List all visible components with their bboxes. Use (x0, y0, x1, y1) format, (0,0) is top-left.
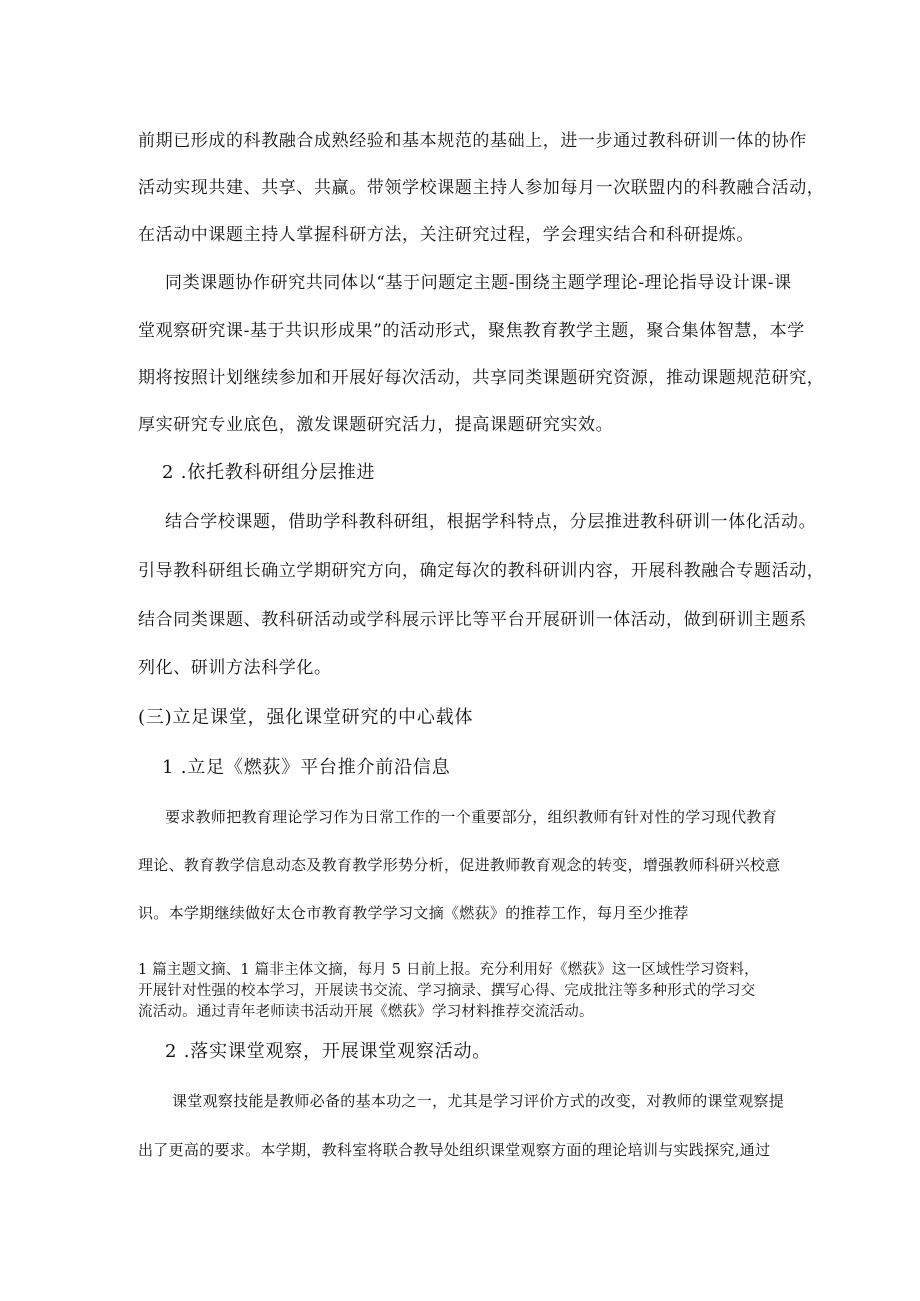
section-heading: 2 .落实课堂观察，开展课堂观察活动。 (165, 1041, 492, 1062)
paragraph-line: 列化、研训方法科学化。 (138, 658, 332, 678)
paragraph-line: 开展针对性强的校本学习，开展读书交流、学习摘录、撰写心得、完成批注等多种形式的学习交 (138, 983, 756, 999)
paragraph-line: 前期已形成的科教融合成熟经验和基本规范的基础上，进一步通过教科研训一体的协作 (138, 131, 807, 151)
section-heading: 1 .立足《燃荻》平台推介前沿信息 (162, 757, 451, 778)
paragraph-line: 识。本学期继续做好太仓市教育教学学习文摘《燃荻》的推荐工作，每月至少推荐 (138, 904, 689, 922)
paragraph-line: 同类课题协作研究共同体以“基于问题定主题-围绕主题学理论-理论指导设计课-课 (165, 273, 792, 293)
paragraph-line: 结合学校课题，借助学科教科研组，根据学科特点，分层推进教科研训一体化活动。 (165, 512, 817, 532)
compact-paragraph (138, 960, 788, 1023)
paragraph-line: 流活动。通过青年老师读书活动开展《燃荻》学习材料推荐交流活动。 (138, 1004, 594, 1020)
paragraph-line: 厚实研究专业底色，激发课题研究活力，提高课题研究实效。 (138, 415, 614, 435)
paragraph-line: 课堂观察技能是教师必备的基本功之一，尤其是学习评价方式的改变，对教师的课堂观察提 (172, 1092, 785, 1110)
paragraph-line: 要求教师把教育理论学习作为日常工作的一个重要部分，组织教师有针对性的学习现代教育 (165, 808, 778, 826)
paragraph-line: 出了更高的要求。本学期，教科室将联合教导处组织课堂观察方面的理论培训与实践探究,通过 (138, 1141, 771, 1159)
section-title: (三)立足课堂，强化课堂研究的中心载体 (138, 707, 474, 728)
paragraph-line: 引导教科研组长确立学期研究方向，确定每次的教科研训内容，开展科教融合专题活动， (138, 561, 825, 581)
section-heading: 2 .依托教科研组分层推进 (162, 462, 376, 483)
paragraph-line: 活动实现共建、共享、共赢。带领学校课题主持人参加每月一次联盟内的科教融合活动， (138, 178, 825, 198)
paragraph-line: 堂观察研究课-基于共识形成果”的活动形式，聚焦教育教学主题，聚合集体智慧，本学 (138, 321, 805, 341)
paragraph-line: 理论、教育教学信息动态及教育教学形势分析，促进教师教育观念的转变，增强教师科研兴校意 (138, 856, 781, 874)
paragraph-line: 在活动中课题主持人掌握科研方法，关注研究过程，学会理实结合和科研提炼。 (138, 225, 754, 245)
paragraph-line: 期将按照计划继续参加和开展好每次活动，共享同类课题研究资源，推动课题规范研究， (138, 368, 825, 388)
paragraph-line: 结合同类课题、教科研活动或学科展示评比等平台开展研训一体活动，做到研训主题系 (138, 610, 807, 630)
paragraph-line: 1 篇主题文摘、1 篇非主体文摘，每月 5 日前上报。充分利用好《燃荻》这一区域性学习资料， (138, 962, 759, 978)
